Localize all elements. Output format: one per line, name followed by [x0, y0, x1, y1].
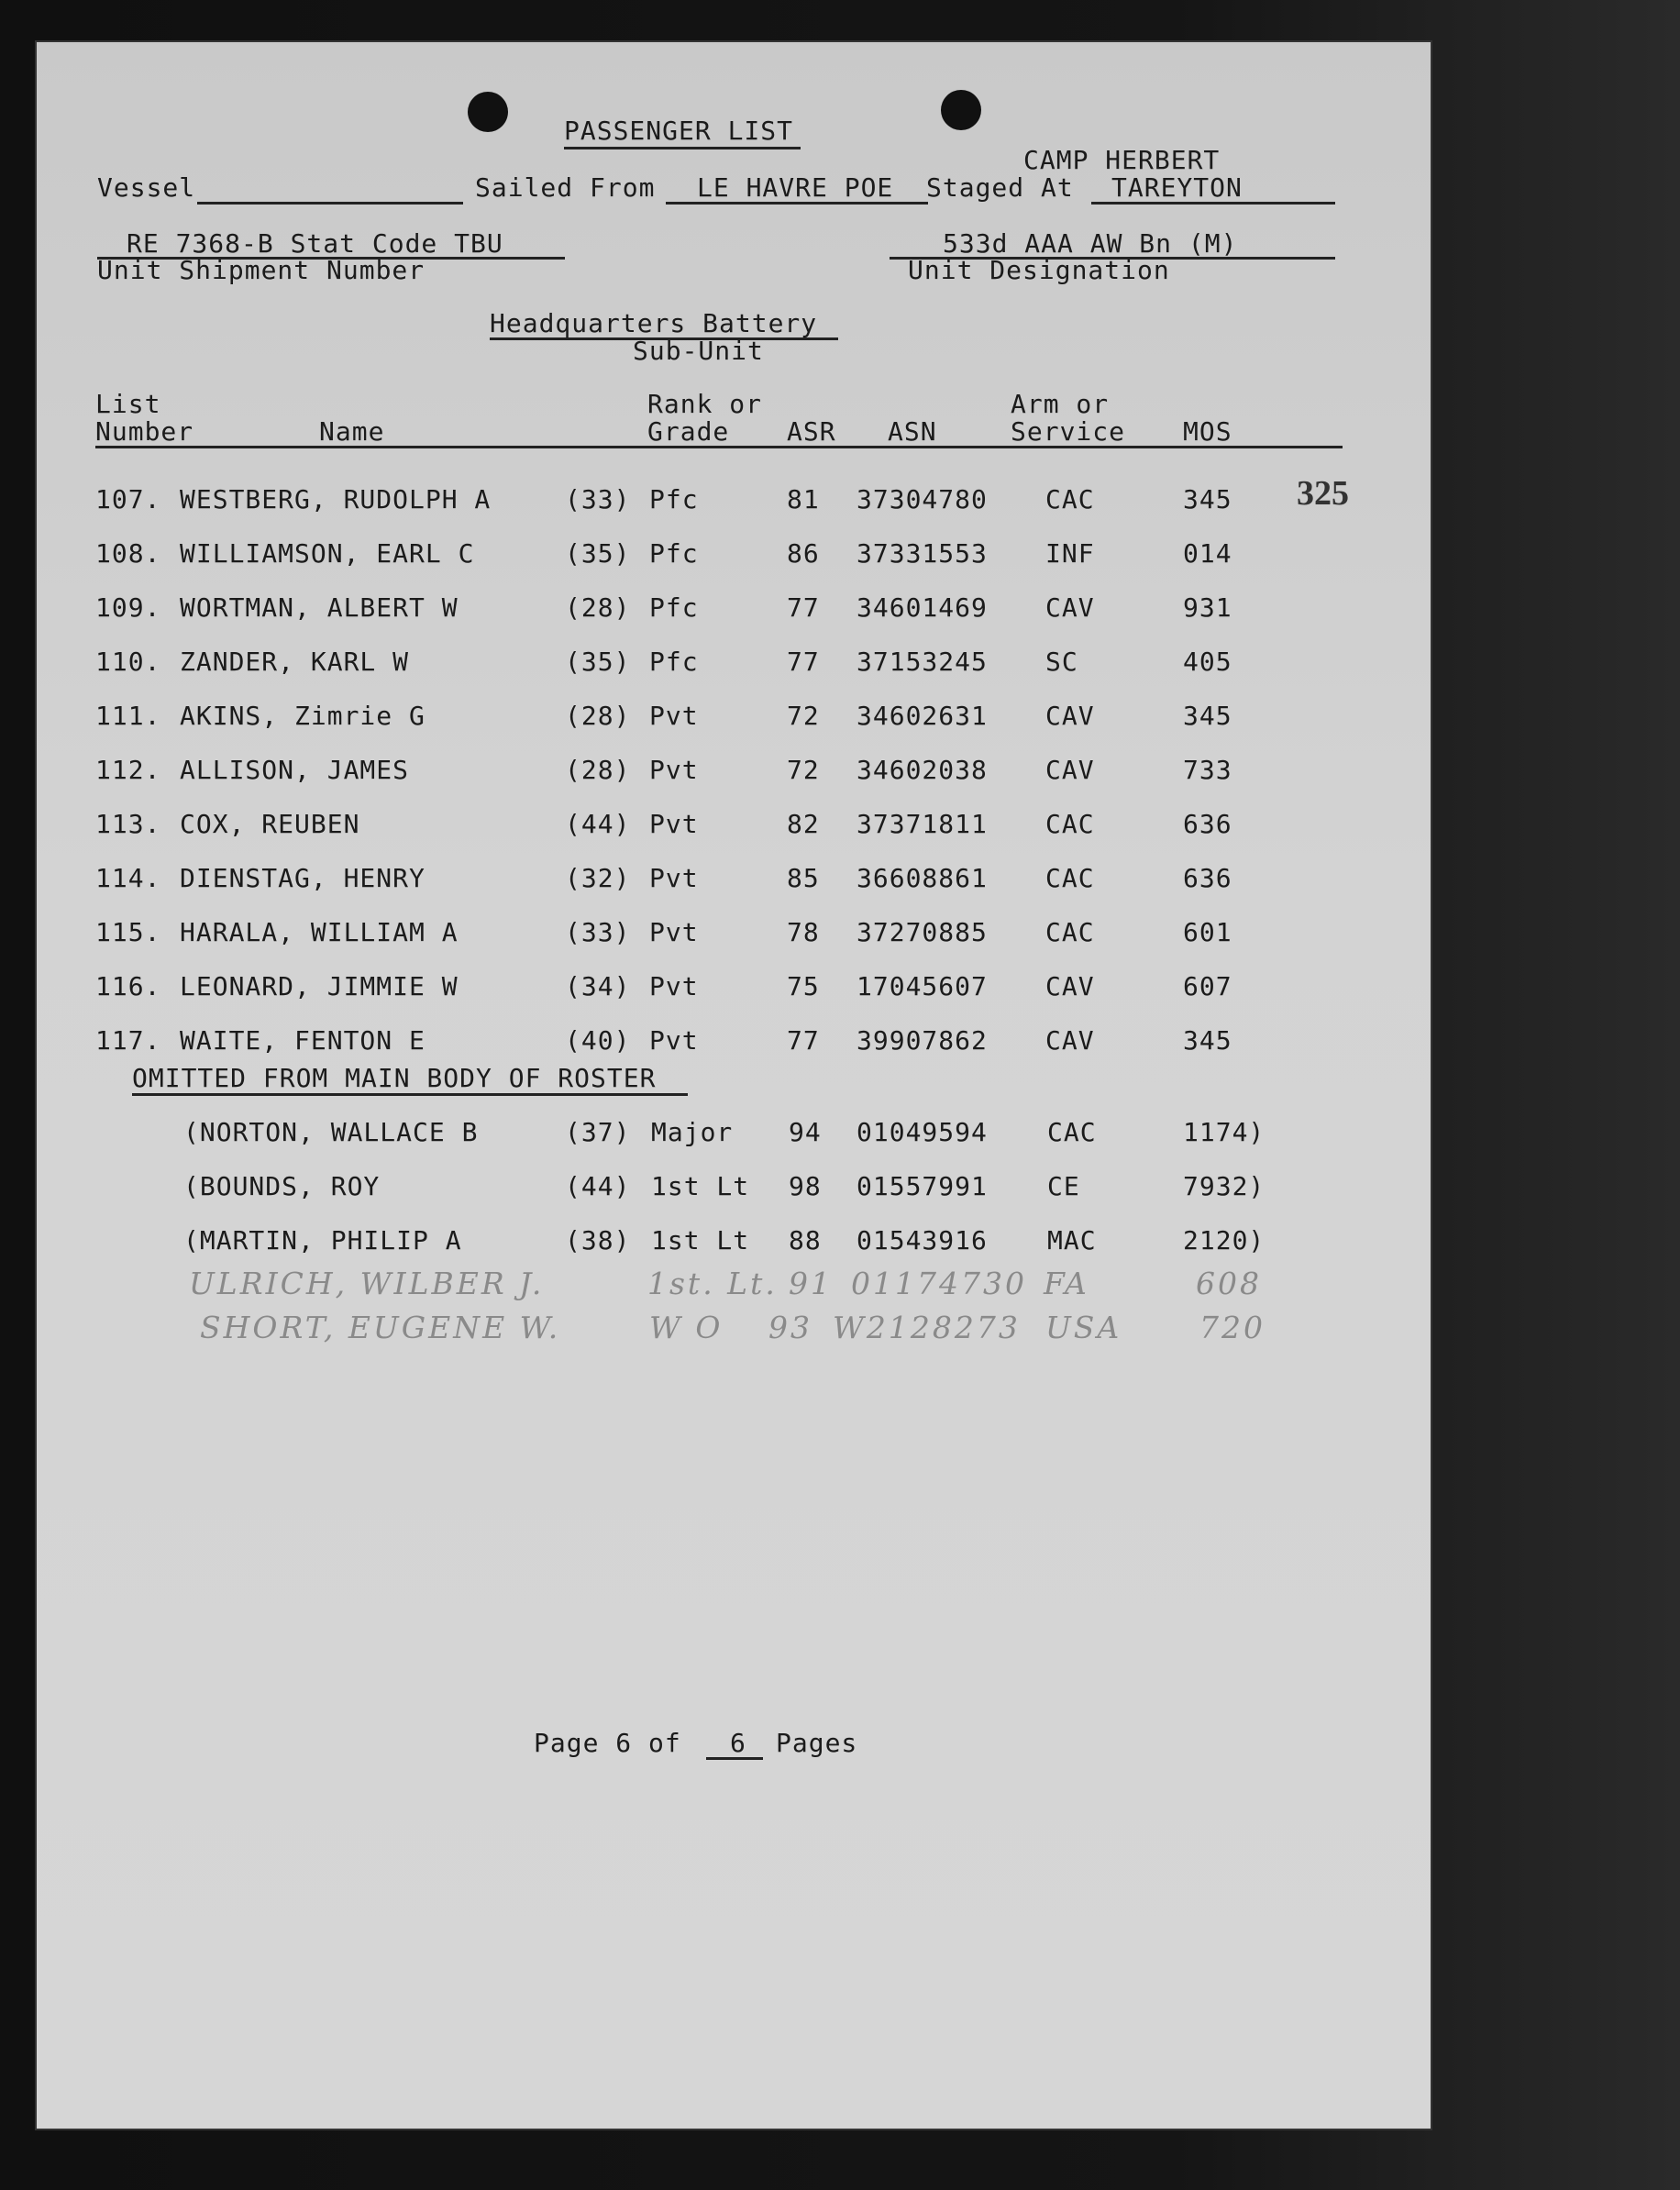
hw-name: ULRICH, WILBER J. — [189, 1266, 545, 1301]
cell-asr: 77 — [787, 1025, 820, 1056]
cell-age: (44) — [565, 809, 631, 839]
cell-mos: 601 — [1183, 917, 1232, 947]
omitted-row — [37, 1171, 1431, 1208]
cell-asn: 37331553 — [857, 538, 988, 569]
cell-name: WORTMAN, ALBERT W — [180, 592, 459, 623]
hw-arm: FA — [1044, 1266, 1089, 1301]
cell-age: (38) — [565, 1225, 631, 1255]
table-row — [37, 484, 1431, 521]
vessel-label: Vessel — [97, 172, 196, 203]
cell-asn: 01543916 — [857, 1225, 988, 1255]
table-row — [37, 755, 1431, 791]
cell-arm: CAV — [1045, 592, 1095, 623]
footer-pages-label: Pages — [776, 1728, 858, 1758]
cell-asn: 34602631 — [857, 701, 988, 731]
cell-name: WESTBERG, RUDOLPH A — [180, 484, 492, 514]
cell-asn: 37270885 — [857, 917, 988, 947]
table-row — [37, 538, 1431, 575]
table-row — [37, 1025, 1431, 1062]
cell-rank: 1st Lt — [651, 1225, 750, 1255]
cell-rank: Pvt — [649, 971, 699, 1001]
cell-asn: 37304780 — [857, 484, 988, 514]
document-title: PASSENGER LIST — [564, 116, 794, 146]
handwritten-row — [37, 1266, 1431, 1302]
cell-asr: 88 — [789, 1225, 822, 1255]
cell-arm: CAC — [1045, 809, 1095, 839]
cell-age: (34) — [565, 971, 631, 1001]
cell-name: WAITE, FENTON E — [180, 1025, 426, 1056]
table-row — [37, 701, 1431, 737]
cell-asr: 72 — [787, 701, 820, 731]
cell-arm: CAV — [1045, 755, 1095, 785]
cell-rank: Pvt — [649, 1025, 699, 1056]
cell-rank: Pfc — [649, 538, 699, 569]
cell-asn: 01557991 — [857, 1171, 988, 1201]
cell-arm: SC — [1045, 647, 1078, 677]
cell-arm: CAV — [1045, 971, 1095, 1001]
hw-arm: USA — [1045, 1310, 1122, 1345]
cell-rank: Pvt — [649, 755, 699, 785]
cell-arm: CAV — [1045, 701, 1095, 731]
hw-asn: 01174730 — [851, 1266, 1027, 1301]
hw-asr: 93 — [768, 1310, 812, 1345]
col-rank-2: Grade — [647, 416, 730, 447]
omitted-underline — [132, 1093, 688, 1096]
header-rule — [95, 446, 1343, 448]
cell-name: (MARTIN, PHILIP A — [183, 1225, 462, 1255]
cell-asr: 77 — [787, 592, 820, 623]
cell-rank: 1st Lt — [651, 1171, 750, 1201]
hw-mos: 720 — [1199, 1310, 1266, 1345]
cell-mos: 2120) — [1183, 1225, 1266, 1255]
table-row — [37, 647, 1431, 683]
unit-designation-label: Unit Designation — [908, 255, 1170, 285]
cell-arm: CAC — [1045, 917, 1095, 947]
cell-name: (NORTON, WALLACE B — [183, 1117, 479, 1147]
cell-age: (37) — [565, 1117, 631, 1147]
cell-rank: Pfc — [649, 484, 699, 514]
punch-hole-right — [941, 90, 981, 130]
sailed-underline — [666, 202, 928, 205]
cell-arm: MAC — [1047, 1225, 1097, 1255]
cell-asr: 82 — [787, 809, 820, 839]
cell-age: (40) — [565, 1025, 631, 1056]
cell-mos: 607 — [1183, 971, 1232, 1001]
cell-asr: 86 — [787, 538, 820, 569]
cell-list-number: 112. — [95, 755, 161, 785]
staged-underline — [1091, 202, 1335, 205]
camp-name: CAMP HERBERT — [1023, 145, 1221, 175]
col-arm-2: Service — [1011, 416, 1126, 447]
cell-name: HARALA, WILLIAM A — [180, 917, 459, 947]
unit-designation-value: 533d AAA AW Bn (M) — [943, 228, 1238, 259]
cell-asn: 37153245 — [857, 647, 988, 677]
cell-mos: 636 — [1183, 863, 1232, 893]
title-underline — [564, 147, 801, 149]
col-list-number-2: Number — [95, 416, 194, 447]
col-asn: ASN — [888, 416, 937, 447]
cell-rank: Major — [651, 1117, 734, 1147]
cell-rank: Pfc — [649, 592, 699, 623]
table-row — [37, 863, 1431, 900]
sub-unit-label: Sub-Unit — [633, 336, 764, 366]
cell-age: (28) — [565, 592, 631, 623]
cell-asr: 94 — [789, 1117, 822, 1147]
cell-list-number: 117. — [95, 1025, 161, 1056]
cell-asr: 77 — [787, 647, 820, 677]
cell-name: AKINS, Zimrie G — [180, 701, 426, 731]
table-row — [37, 917, 1431, 954]
table-row — [37, 809, 1431, 846]
cell-rank: Pfc — [649, 647, 699, 677]
cell-asr: 75 — [787, 971, 820, 1001]
cell-asn: 34601469 — [857, 592, 988, 623]
cell-name: COX, REUBEN — [180, 809, 360, 839]
sailed-from-value: LE HAVRE POE — [697, 172, 894, 203]
cell-name: ZANDER, KARL W — [180, 647, 410, 677]
hw-name: SHORT, EUGENE W. — [200, 1310, 561, 1345]
cell-mos: 733 — [1183, 755, 1232, 785]
cell-asn: 01049594 — [857, 1117, 988, 1147]
cell-asn: 36608861 — [857, 863, 988, 893]
cell-mos: 931 — [1183, 592, 1232, 623]
cell-rank: Pvt — [649, 701, 699, 731]
vessel-underline — [197, 202, 463, 205]
cell-mos: 345 — [1183, 1025, 1232, 1056]
hw-rank: 1st. Lt. — [647, 1266, 778, 1301]
omitted-row — [37, 1117, 1431, 1154]
shipment-number-label: Unit Shipment Number — [97, 255, 426, 285]
cell-age: (35) — [565, 647, 631, 677]
cell-list-number: 111. — [95, 701, 161, 731]
cell-list-number: 115. — [95, 917, 161, 947]
table-row — [37, 971, 1431, 1008]
cell-arm: CAV — [1045, 1025, 1095, 1056]
shipment-number-value: RE 7368-B Stat Code TBU — [127, 228, 503, 259]
cell-asn: 34602038 — [857, 755, 988, 785]
col-list-number-1: List — [95, 389, 161, 419]
cell-mos: 636 — [1183, 809, 1232, 839]
hw-asr: 91 — [789, 1266, 833, 1301]
page-number-stamp: 325 — [1297, 474, 1349, 513]
cell-rank: Pvt — [649, 809, 699, 839]
cell-name: ALLISON, JAMES — [180, 755, 410, 785]
cell-list-number: 109. — [95, 592, 161, 623]
cell-age: (33) — [565, 484, 631, 514]
cell-age: (32) — [565, 863, 631, 893]
document-page — [37, 42, 1431, 2129]
cell-age: (33) — [565, 917, 631, 947]
cell-asr: 78 — [787, 917, 820, 947]
cell-mos: 345 — [1183, 701, 1232, 731]
footer-total-underline — [706, 1757, 763, 1760]
cell-mos: 7932) — [1183, 1171, 1266, 1201]
hw-rank: W O — [649, 1310, 724, 1345]
cell-arm: CAC — [1045, 863, 1095, 893]
omitted-heading: OMITTED FROM MAIN BODY OF ROSTER — [132, 1063, 657, 1093]
sub-unit-value: Headquarters Battery — [490, 308, 818, 338]
cell-asr: 85 — [787, 863, 820, 893]
cell-mos: 345 — [1183, 484, 1232, 514]
footer-page-label: Page 6 of — [534, 1728, 681, 1758]
cell-list-number: 116. — [95, 971, 161, 1001]
punch-hole-left — [468, 92, 508, 132]
footer-page-total: 6 — [730, 1728, 746, 1758]
cell-rank: Pvt — [649, 917, 699, 947]
cell-name: (BOUNDS, ROY — [183, 1171, 381, 1201]
cell-mos: 405 — [1183, 647, 1232, 677]
cell-asn: 39907862 — [857, 1025, 988, 1056]
cell-asn: 17045607 — [857, 971, 988, 1001]
cell-mos: 014 — [1183, 538, 1232, 569]
cell-rank: Pvt — [649, 863, 699, 893]
cell-list-number: 107. — [95, 484, 161, 514]
hw-mos: 608 — [1196, 1266, 1262, 1301]
cell-asn: 37371811 — [857, 809, 988, 839]
cell-arm: CAC — [1045, 484, 1095, 514]
staged-at-value: TAREYTON — [1111, 172, 1243, 203]
cell-age: (28) — [565, 755, 631, 785]
cell-age: (28) — [565, 701, 631, 731]
handwritten-row — [37, 1310, 1431, 1346]
cell-asr: 72 — [787, 755, 820, 785]
cell-name: DIENSTAG, HENRY — [180, 863, 426, 893]
cell-arm: INF — [1045, 538, 1095, 569]
omitted-row — [37, 1225, 1431, 1262]
cell-list-number: 108. — [95, 538, 161, 569]
col-arm-1: Arm or — [1011, 389, 1110, 419]
col-asr: ASR — [787, 416, 836, 447]
col-mos: MOS — [1183, 416, 1232, 447]
staged-at-label: Staged At — [926, 172, 1074, 203]
hw-asn: W2128273 — [833, 1310, 1021, 1345]
table-row — [37, 592, 1431, 629]
cell-arm: CAC — [1047, 1117, 1097, 1147]
cell-arm: CE — [1047, 1171, 1080, 1201]
cell-age: (35) — [565, 538, 631, 569]
cell-mos: 1174) — [1183, 1117, 1266, 1147]
cell-asr: 98 — [789, 1171, 822, 1201]
cell-asr: 81 — [787, 484, 820, 514]
cell-list-number: 114. — [95, 863, 161, 893]
sailed-from-label: Sailed From — [475, 172, 656, 203]
col-rank-1: Rank or — [647, 389, 763, 419]
cell-list-number: 110. — [95, 647, 161, 677]
col-name: Name — [319, 416, 385, 447]
cell-age: (44) — [565, 1171, 631, 1201]
cell-name: LEONARD, JIMMIE W — [180, 971, 459, 1001]
cell-name: WILLIAMSON, EARL C — [180, 538, 475, 569]
cell-list-number: 113. — [95, 809, 161, 839]
